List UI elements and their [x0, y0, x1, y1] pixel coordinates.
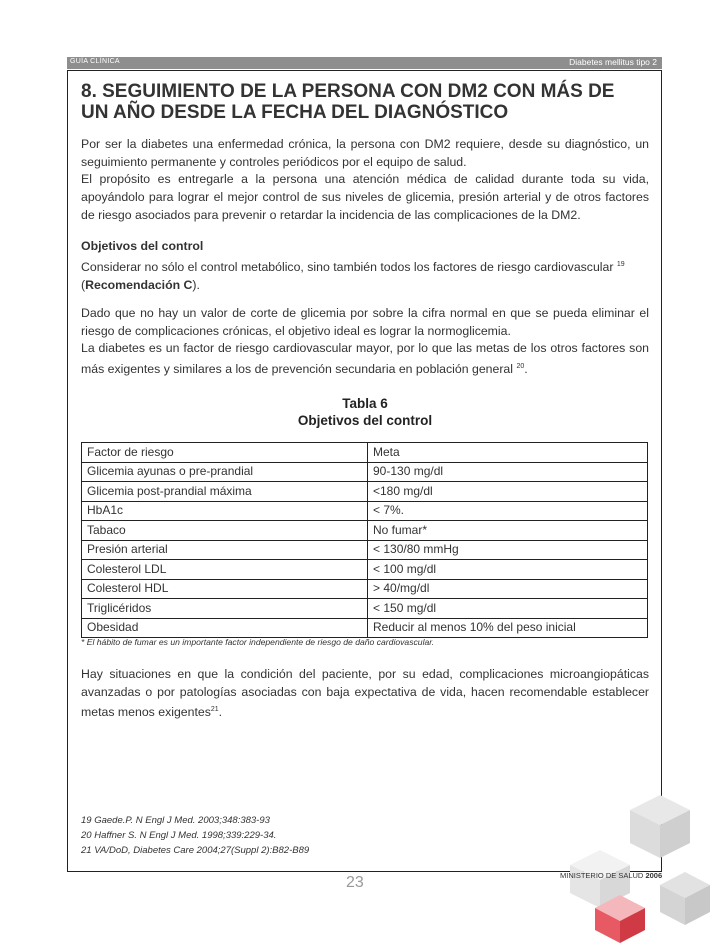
table-cell-meta: < 150 mg/dl: [368, 599, 648, 619]
table-cell-factor: Presión arterial: [82, 540, 368, 560]
intro-p1: Por ser la diabetes una enfermedad crónica, la persona con DM2 requiere, desde su diagnóstico, un seguimiento permanente y controles periódicos por el equipo de salud.: [81, 137, 649, 169]
table-header-factor: Factor de riesgo: [82, 443, 368, 463]
objectives-table: [81, 442, 648, 638]
situaciones-paragraph: [81, 666, 649, 722]
objetivos-body: Considerar no sólo el control metabólico, sino también todos los factores de riesgo cardiovascular: [81, 259, 614, 274]
table-cell-meta: Reducir al menos 10% del peso inicial: [368, 618, 648, 638]
objetivos-section: [81, 238, 649, 294]
table-row: [82, 482, 648, 502]
table-cell-factor: Triglicéridos: [82, 599, 368, 619]
header-right-label: Diabetes mellitus tipo 2: [569, 57, 657, 67]
table-cell-meta: No fumar*: [368, 521, 648, 541]
objetivos-ref: 19: [616, 260, 625, 268]
glicemia-p2: [81, 340, 649, 379]
paren-close: ).: [192, 277, 200, 292]
section-title-line2: UN AÑO DESDE LA FECHA DEL DIAGNÓSTICO: [81, 102, 509, 123]
page-number: 23: [346, 874, 364, 891]
ministry-label: [560, 871, 662, 880]
section-title-line1: 8. SEGUIMIENTO DE LA PERSONA CON DM2 CON MÁS DE: [81, 81, 615, 102]
objetivos-text: [81, 256, 649, 295]
situaciones-body: Hay situaciones en que la condición del paciente, por su edad, complicaciones microangiopáticas avanzadas o por patologías asociadas con baja expectativa de vida, hacen recomendable establecer metas menos exigentes: [81, 667, 649, 720]
intro-p2: El propósito es entregarle a la persona una atención médica de calidad durante toda su vida, apoyándolo para lograr el mejor control de sus niveles de glicemia, presión arterial y de otros factores de riesgo asociados para prevenir o retardar la incidencia de las complicaciones de la DM2.: [81, 172, 649, 222]
glicemia-p1: Dado que no hay un valor de corte de glicemia por sobre la cifra normal en que se pueda eliminar el riesgo de complicaciones crónicas, el objetivo ideal es lograr la normoglicemia.: [81, 306, 649, 338]
table-cell-factor: Glicemia post-prandial máxima: [82, 482, 368, 502]
table-cell-meta: < 100 mg/dl: [368, 560, 648, 580]
table-cell-factor: Colesterol LDL: [82, 560, 368, 580]
table-title-line2: Objetivos del control: [297, 413, 433, 428]
table-row: [82, 560, 648, 580]
table-cell-factor: HbA1c: [82, 501, 368, 521]
table-cell-meta: < 7%.: [368, 501, 648, 521]
header-left-label: GUÍA CLÍNICA: [70, 58, 120, 65]
header-bar: [67, 57, 662, 69]
table-row: [82, 599, 648, 619]
ministry-year: 2006: [645, 871, 663, 880]
table-row: [82, 579, 648, 599]
table-cell-meta: > 40/mg/dl: [368, 579, 648, 599]
references-list: [81, 813, 309, 858]
glicemia-ref: 20: [516, 363, 525, 371]
decorative-cubes: [560, 790, 728, 943]
table-cell-meta: < 130/80 mmHg: [368, 540, 648, 560]
reference-item: 19 Gaede.P. N Engl J Med. 2003;348:383-93: [81, 815, 270, 826]
glicemia-section: [81, 305, 649, 379]
paren-open: (: [81, 277, 86, 292]
table-footnote: * El hábito de fumar es un importante factor independiente de riesgo de daño cardiovascular.: [81, 637, 435, 647]
situaciones-ref: 21: [210, 706, 219, 714]
section-title: [81, 81, 651, 123]
table-row: [82, 521, 648, 541]
ministry-name: MINISTERIO DE SALUD: [560, 871, 644, 880]
table-cell-factor: Colesterol HDL: [82, 579, 368, 599]
table-cell-meta: 90-130 mg/dl: [368, 462, 648, 482]
table-row: [82, 501, 648, 521]
table-title-line1: Tabla 6: [342, 396, 388, 411]
recommendation-label: Recomendación C: [85, 277, 193, 292]
reference-item: 20 Haffner S. N Engl J Med. 1998;339:229-34.: [81, 830, 277, 841]
table-title: [82, 395, 648, 429]
table-row: [82, 540, 648, 560]
situaciones-text: [81, 666, 649, 722]
table-cell-factor: Tabaco: [82, 521, 368, 541]
table-header-row: [82, 443, 648, 463]
reference-item: 21 VA/DoD, Diabetes Care 2004;27(Suppl 2):B82-B89: [81, 845, 310, 856]
glicemia-p2-end: .: [524, 362, 528, 377]
table-row: [82, 618, 648, 638]
glicemia-p2-text: La diabetes es un factor de riesgo cardiovascular mayor, por lo que las metas de los otros factores son más exigentes y similares a los de prevención secundaria en población general: [81, 341, 649, 377]
table-header-meta: Meta: [368, 443, 648, 463]
table-cell-factor: Glicemia ayunas o pre-prandial: [82, 462, 368, 482]
situaciones-end: .: [218, 705, 223, 720]
table-cell-factor: Obesidad: [82, 618, 368, 638]
table-row: [82, 462, 648, 482]
intro-paragraph: [81, 136, 649, 225]
table-cell-meta: <180 mg/dl: [368, 482, 648, 502]
objetivos-heading: Objetivos del control: [81, 239, 204, 253]
